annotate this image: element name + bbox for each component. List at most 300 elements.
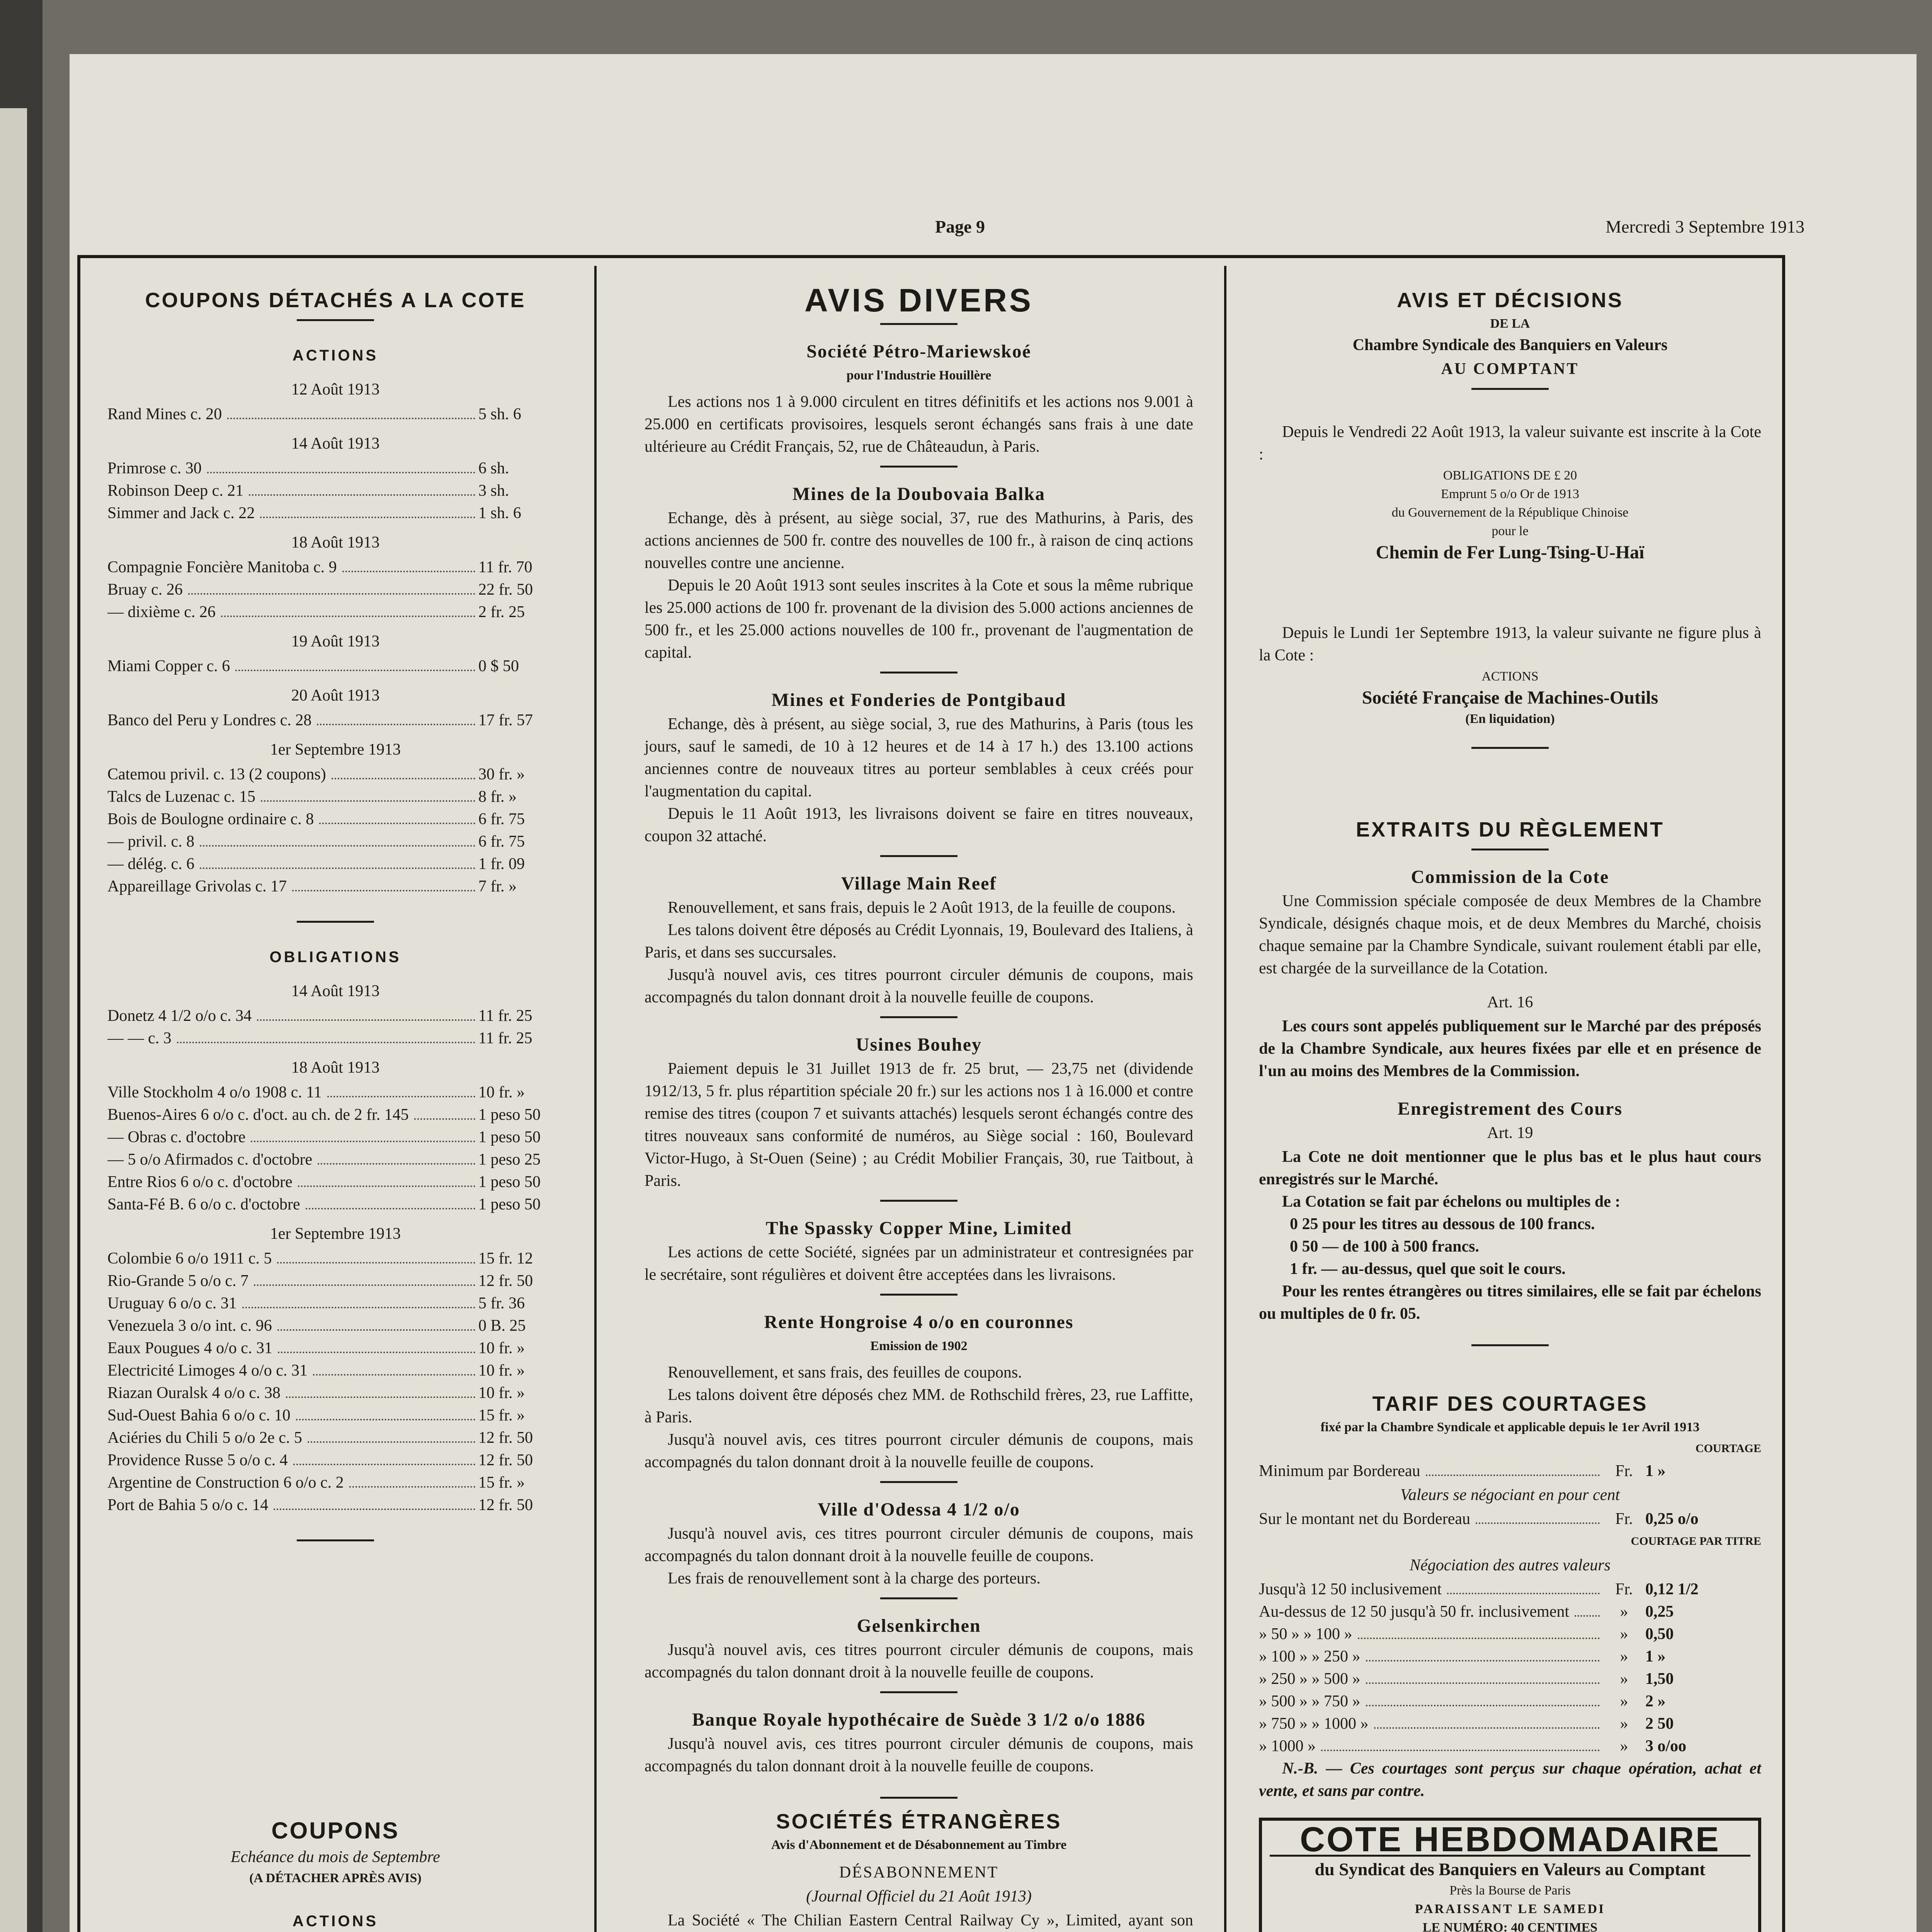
cotation-line: 0 50 — de 100 à 500 francs. [1290,1238,1479,1255]
item-value: 12 fr. 50 [478,1429,533,1447]
item-value: 1 sh. 6 [478,504,521,522]
leader-dots [177,1042,475,1043]
list-item [107,502,563,524]
item-value: 17 fr. 57 [478,711,533,729]
divider [297,319,374,321]
cotation-note: Pour les rentes étrangères ou titres similaires, elle se fait par échelons ou multiples de 0 fr. 05. [1259,1282,1761,1323]
tarif-row [1259,1735,1761,1757]
list-item [107,763,563,786]
item-value: 22 fr. 50 [478,581,533,599]
title-de-la: DE LA [1490,316,1530,331]
leader-dots [249,494,475,496]
coupons-note: (A DÉTACHER APRÈS AVIS) [249,1871,422,1885]
item-label: Rio-Grande 5 o/o c. 7 [107,1272,249,1290]
item-label: — — c. 3 [107,1029,172,1047]
enreg-title: Enregistrement des Cours [1397,1099,1623,1119]
leader-dots [1374,1727,1600,1729]
column-rule-2 [1224,266,1226,1932]
divider [1471,1344,1549,1346]
leader-dots [298,1185,475,1187]
item-label: Venezuela 3 o/o int. c. 96 [107,1317,272,1335]
notice-paragraph: Jusqu'à nouvel avis, ces titres pourront circuler démunis de coupons, mais accompagnés du talon donnant droit à la nouvelle feuille de coupons. [645,966,1193,1006]
list-item [107,601,563,623]
list-item [107,1315,563,1337]
date-heading: 1er Septembre 1913 [270,1225,401,1243]
box-sub: du Syndicat des Banquiers en Valeurs au Comptant [1315,1859,1706,1879]
inscrite-line: OBLIGATIONS DE £ 20 [1443,468,1577,483]
desab-list [645,1885,1193,1932]
inscrite-name: Chemin de Fer Lung-Tsing-U-Haï [1376,542,1645,563]
item-label: Argentine de Construction 6 o/o c. 2 [107,1474,344,1492]
divider [297,921,374,923]
inscrite-intro: Depuis le Vendredi 22 Août 1913, la valeur suivante est inscrite à la Cote : [1259,423,1761,463]
tarif-value: 2 » [1645,1692,1666,1710]
leader-dots [1447,1593,1600,1594]
tarif-label: » 100 » » 250 » [1259,1648,1361,1665]
cotation-line: 0 25 pour les titres au dessous de 100 francs. [1290,1215,1595,1233]
tarif-label: Jusqu'à 12 50 inclusivement [1259,1580,1442,1598]
coupons-subtitle: Echéance du mois de Septembre [231,1848,440,1866]
item-value: 6 fr. 75 [478,833,525,850]
item-value: 10 fr. » [478,1384,525,1402]
list-item [107,556,563,578]
divider [297,1539,374,1541]
leader-dots [1366,1682,1600,1684]
item-value: 12 fr. 50 [478,1272,533,1290]
item-value: 11 fr. 70 [478,558,532,576]
leader-dots [1366,1705,1600,1706]
date-heading: 12 Août 1913 [291,381,380,398]
item-label: — délég. c. 6 [107,855,195,873]
item-value: 6 fr. 75 [478,810,525,828]
divider [880,1597,957,1599]
avis-decisions-title: AVIS ET DÉCISIONS [1396,289,1624,312]
date-heading: 18 Août 1913 [291,1059,380,1077]
divider [1471,747,1549,749]
tarif-label: » 1000 » [1259,1737,1316,1755]
item-value: 7 fr. » [478,878,517,895]
item-label: Sud-Ouest Bahia 6 o/o c. 10 [107,1406,291,1424]
inscrite-line: Emprunt 5 o/o Or de 1913 [1441,487,1579,501]
leader-dots [235,670,475,671]
notice-title: Société Pétro-Mariewskoé [806,341,1031,362]
radiee-line: ACTIONS [1481,669,1539,684]
notice-title: Village Main Reef [841,873,997,894]
notices-list [645,340,1193,1777]
tarif-col-header-2: COURTAGE PAR TITRE [1631,1535,1761,1548]
leader-dots [306,1208,475,1209]
date-heading: 1er Septembre 1913 [270,741,401,759]
tarif-unit: » [1620,1715,1628,1733]
notice-paragraph: Jusqu'à nouvel avis, ces titres pourront circuler démunis de coupons, mais accompagnés du talon donnant droit à la nouvelle feuille de coupons. [645,1735,1193,1775]
leader-dots [308,1441,475,1443]
item-value: 2 fr. 25 [478,603,525,621]
notice-paragraph: Depuis le 20 Août 1913 sont seules inscrites à la Cote et sous la même rubrique les 25.000 actions de 100 fr. provenant de la division des 5.000 actions anciennes de 500 fr., et les 25.000 actions nouvelles de 100 fr., provenant de l'augmentation de capital. [645,577,1193,662]
extraits-title: EXTRAITS DU RÈGLEMENT [1355,818,1665,841]
divider [880,855,957,857]
notice-paragraph: Jusqu'à nouvel avis, ces titres pourront circuler démunis de coupons, mais accompagnés du talon donnant droit à la nouvelle feuille de coupons. [645,1525,1193,1565]
item-label: Electricité Limoges 4 o/o c. 31 [107,1362,308,1379]
leader-dots [1366,1660,1600,1662]
item-value: 1 peso 50 [478,1128,541,1146]
leader-dots [318,1163,475,1165]
tarif-label: Au-dessus de 12 50 jusqu'à 50 fr. inclusivement [1259,1603,1570,1621]
radiee-intro: Depuis le Lundi 1er Septembre 1913, la valeur suivante ne figure plus à la Cote : [1259,624,1761,664]
tarif-value: 0,12 1/2 [1645,1580,1699,1598]
notice-paragraph: Jusqu'à nouvel avis, ces titres pourront circuler démunis de coupons, mais accompagnés du talon donnant droit à la nouvelle feuille de coupons. [645,1641,1193,1681]
item-label: — dixième c. 26 [107,603,216,621]
item-value: 10 fr. » [478,1362,525,1379]
divider [880,672,957,673]
notice-subtitle: Emission de 1902 [870,1339,968,1353]
leader-dots [296,1419,475,1420]
list-item [107,1005,563,1027]
notice-title: Usines Bouhey [855,1034,982,1055]
leader-dots [257,1019,475,1021]
notice-paragraph: Depuis le 11 Août 1913, les livraisons doivent se faire en titres nouveaux, coupon 32 attaché. [645,805,1193,845]
list-item [107,853,563,875]
date-heading: 19 Août 1913 [291,633,380,650]
list-item [107,875,563,898]
date-heading: 20 Août 1913 [291,687,380,704]
item-value: 1 peso 25 [478,1151,541,1168]
leader-dots [327,1096,475,1097]
item-value: 11 fr. 25 [478,1007,532,1025]
tarif-min-row [1259,1460,1761,1482]
item-value: 12 fr. 50 [478,1496,533,1514]
item-value: 1 peso 50 [478,1173,541,1191]
item-value: 1 peso 50 [478,1196,541,1213]
notice-title: Mines de la Doubovaia Balka [792,484,1046,504]
divider [880,323,957,325]
divider [880,1797,957,1799]
item-label: Ville Stockholm 4 o/o 1908 c. 11 [107,1083,322,1101]
item-value: 0 $ 50 [478,657,519,675]
leader-dots [274,1509,475,1510]
list-item [107,1449,563,1471]
item-label: Port de Bahia 5 o/o c. 14 [107,1496,269,1514]
list-item [107,1104,563,1126]
leader-dots [188,593,475,595]
item-label: Robinson Deep c. 21 [107,482,244,500]
tarif-neg: Valeurs se négociant en pour cent [1400,1486,1620,1504]
item-value: 5 sh. 6 [478,405,521,423]
leader-dots [342,571,475,572]
leader-dots [242,1307,475,1308]
item-label: Appareillage Grivolas c. 17 [107,878,287,895]
notice-paragraph: Les talons doivent être déposés au Crédit Lyonnais, 19, Boulevard des Italiens, à Paris, et dans ses succursales. [645,921,1193,961]
divider [880,1481,957,1483]
inscrite-line: du Gouvernement de la République Chinoise [1391,505,1629,520]
item-value: 30 fr. » [478,765,525,783]
item-label: Buenos-Aires 6 o/o c. d'oct. au ch. de 2 fr. 145 [107,1106,409,1124]
tarif-value: 1 » [1645,1648,1666,1665]
tarif-value: 3 o/oo [1645,1737,1687,1755]
item-label: — privil. c. 8 [107,833,195,850]
notice-title: Ville d'Odessa 4 1/2 o/o [818,1499,1020,1520]
societes-subtitle: Avis d'Abonnement et de Désabonnement au Timbre [771,1838,1067,1852]
tarif-row [1259,1668,1761,1690]
tarif-col-header-1: COURTAGE [1695,1442,1761,1455]
list-item [107,1494,563,1516]
notice-paragraph: Renouvellement, et sans frais, des feuilles de coupons. [668,1364,1022,1381]
divider [880,1200,957,1202]
leader-dots [277,1262,475,1264]
tarif-title: TARIF DES COURTAGES [1372,1392,1648,1415]
date-heading: 14 Août 1913 [291,435,380,452]
notice-paragraph: Les actions de cette Société, signées par un administrateur et contresignées par le secrétaire, sont régulières et doivent être acceptées dans les livraisons. [645,1243,1193,1284]
tarif-note: N.-B. — Ces courtages sont perçus sur chaque opération, achat et vente, et sans par contre. [1259,1760,1761,1800]
chambre-title: Chambre Syndicale des Banquiers en Valeurs [1352,336,1668,354]
tarif-net-unit: Fr. [1615,1510,1633,1528]
radiee-name: Société Française de Machines-Outils [1362,687,1658,708]
list-item [107,457,563,480]
leader-dots [1321,1750,1600,1751]
list-item [107,1404,563,1427]
item-value: 15 fr. » [478,1474,525,1492]
avis-divers-title: AVIS DIVERS [804,282,1033,318]
tarif-unit: » [1620,1737,1628,1755]
notice-subtitle: pour l'Industrie Houillère [846,368,992,383]
leader-dots [207,472,475,473]
column-avis-decisions [1259,285,1761,1932]
tarif-unit: » [1620,1603,1628,1621]
inscrite-line: pour le [1492,524,1529,538]
date-heading: 18 Août 1913 [291,534,380,551]
list-item [107,1270,563,1292]
item-value: 6 sh. [478,459,509,477]
item-label: — 5 o/o Afirmados c. d'octobre [107,1151,313,1168]
list-item [107,578,563,601]
list-item [107,655,563,677]
list-item [107,786,563,808]
tarif-label: » 50 » » 100 » [1259,1625,1352,1643]
item-label: Santa-Fé B. 6 o/o c. d'octobre [107,1196,300,1213]
tarif-rows [1259,1578,1761,1757]
item-value: 8 fr. » [478,788,517,806]
notice-paragraph: Les actions nos 1 à 9.000 circulent en titres définitifs et les actions nos 9.001 à 25.000 en certificats provisoires, lesquels seront échangés sans frais à une date ultérieure au Crédit Français, 52, rue de Châteaudun, à Paris. [645,393,1193,456]
item-label: Riazan Ouralsk 4 o/o c. 38 [107,1384,281,1402]
commission-title: Commission de la Cote [1411,867,1609,887]
item-label: Colombie 6 o/o 1911 c. 5 [107,1250,272,1267]
list-item [107,1427,563,1449]
tarif-row [1259,1690,1761,1713]
tarif-neg2: Négociation des autres valeurs [1410,1556,1611,1574]
divider [1471,849,1549,850]
leader-dots [260,517,475,518]
leader-dots [251,1141,475,1142]
leader-dots [227,418,475,419]
page-number: Page 9 [935,217,985,236]
list-item [107,808,563,830]
desab-source: (Journal Officiel du 21 Août 1913) [806,1888,1032,1905]
notice-paragraph: Les talons doivent être déposés chez MM. de Rothschild frères, 23, rue Laffitte, à Paris. [645,1386,1193,1426]
notice-title: Rente Hongroise 4 o/o en couronnes [764,1312,1074,1332]
inscrite-lines [1259,467,1761,540]
list-item [107,1359,563,1382]
tarif-net-value: 0,25 o/o [1645,1510,1699,1528]
item-label: Uruguay 6 o/o c. 31 [107,1294,237,1312]
tarif-row [1259,1645,1761,1668]
tarif-unit: Fr. [1615,1580,1633,1598]
tarif-row [1259,1713,1761,1735]
item-value: 3 sh. [478,482,509,500]
cote-hebdomadaire-box [1259,1818,1761,1932]
leader-dots [200,845,475,847]
divider [1471,388,1549,390]
obligations-heading: OBLIGATIONS [269,949,401,966]
tarif-unit: » [1620,1625,1628,1643]
list-item [107,1171,563,1193]
list-item [107,1292,563,1315]
tarif-label: » 250 » » 500 » [1259,1670,1361,1688]
art19-text: La Cote ne doit mentionner que le plus bas et le plus haut cours enregistrés sur le Marché. [1259,1148,1761,1188]
item-label: Primrose c. 30 [107,459,202,477]
box-title: COTE HEBDOMADAIRE [1270,1828,1750,1857]
item-value: 11 fr. 25 [478,1029,532,1047]
item-value: 10 fr. » [478,1083,525,1101]
tarif-value: 2 50 [1645,1715,1674,1733]
obligations-list [107,980,563,1516]
page-header [89,216,1804,247]
comptant-title: AU COMPTANT [1441,360,1579,378]
list-item [107,1148,563,1171]
art19-label: Art. 19 [1487,1124,1533,1142]
list-item [107,709,563,731]
tarif-row [1259,1623,1761,1645]
art16-text: Les cours sont appelés publiquement sur le Marché par des préposés de la Chambre Syndicale, aux heures fixées par elle et en présence de l'un au moins des Membres de la Commission. [1259,1017,1761,1080]
item-label: Catemou privil. c. 13 (2 coupons) [107,765,326,783]
issue-date: Mercredi 3 Septembre 1913 [1605,217,1804,236]
divider [880,466,957,468]
item-label: Compagnie Foncière Manitoba c. 9 [107,558,337,576]
leader-dots [293,1464,475,1465]
tarif-unit: » [1620,1648,1628,1665]
item-label: Talcs de Luzenac c. 15 [107,788,256,806]
actions-heading: ACTIONS [293,347,378,364]
leader-dots [221,616,475,617]
list-item [107,1247,563,1270]
list-item [107,1337,563,1359]
radiee-lines [1259,668,1761,685]
leader-dots [319,823,475,824]
leader-dots [332,778,475,779]
tarif-label: » 750 » » 1000 » [1259,1715,1369,1733]
notice-paragraph: Paiement depuis le 31 Juillet 1913 de fr. 25 brut, — 23,75 net (dividende 1912/13, 5 fr. plus répartition spéciale 20 fr.) sur les actions nos 1 à 16.000 et contre remise des titres (coupon 7 et suivants attachés) lesquels seront échangés contre des titres nouveaux sans conformité de numéros, au Siège social : 160, Boulevard Victor-Hugo, à St-Ouen (Seine) ; au Crédit Mobilier Français, 30, rue Taitbout, à Paris. [645,1060,1193,1190]
tarif-row [1259,1600,1761,1623]
notice-paragraph: Les frais de renouvellement sont à la charge des porteurs. [668,1570,1041,1587]
leader-dots [349,1486,475,1488]
item-value: 1 fr. 09 [478,855,525,873]
date-heading: 14 Août 1913 [291,982,380,1000]
tarif-row [1259,1578,1761,1600]
notice-paragraph: Jusqu'à nouvel avis, ces titres pourront circuler démunis de coupons, mais accompagnés du talon donnant droit à la nouvelle feuille de coupons. [645,1431,1193,1471]
notice-title: Mines et Fonderies de Pontgibaud [771,690,1066,710]
item-label: Entre Rios 6 o/o c. d'octobre [107,1173,293,1191]
item-value: 1 peso 50 [478,1106,541,1124]
leader-dots [1358,1638,1600,1639]
radiee-note: (En liquidation) [1465,712,1555,726]
notice-title: The Spassky Copper Mine, Limited [765,1218,1072,1238]
leader-dots [317,724,475,725]
tarif-min-label: Minimum par Bordereau [1259,1462,1420,1480]
tarif-min-value: 1 » [1645,1462,1666,1480]
item-value: 15 fr. 12 [478,1250,533,1267]
leader-dots [277,1329,475,1331]
item-label: Bruay c. 26 [107,581,183,599]
notice-paragraph: Echange, dès à présent, au siège social, 3, rue des Mathurins, à Paris (tous les jours, sauf le samedi, de 10 à 12 heures et de 14 à 17 h.) des 13.100 actions anciennes contre de nouveaux titres au porteur semblables à ceux créés pour l'augmentation du capital. [645,715,1193,800]
column-avis-divers [645,282,1193,1932]
desab-text: La Société « The Chilian Eastern Central Railway Cy », Limited, ayant son [668,1912,1193,1929]
leader-dots [1575,1615,1600,1617]
tarif-unit: » [1620,1692,1628,1710]
list-item [107,1126,563,1148]
column-coupons [107,285,563,1932]
leader-dots [292,890,475,891]
item-label: Banco del Peru y Londres c. 28 [107,711,312,729]
divider [880,1294,957,1296]
commission-text: Une Commission spéciale composée de deux Membres de la Chambre Syndicale, désignés chaque mois, et de deux Membres du Marché, choisis chaque semaine par la Chambre Syndicale, suivant roulement établi par elle, est chargée de la surveillance de la Cotation. [1259,892,1761,977]
item-label: — Obras c. d'octobre [107,1128,246,1146]
item-label: Providence Russe 5 o/o c. 4 [107,1451,288,1469]
item-label: Aciéries du Chili 5 o/o 2e c. 5 [107,1429,302,1447]
tarif-value: 0,25 [1645,1603,1674,1621]
list-item [107,1193,563,1216]
leader-dots [278,1352,475,1353]
item-label: Bois de Boulogne ordinaire c. 8 [107,810,314,828]
tarif-min-unit: Fr. [1615,1462,1633,1480]
column-rule-1 [594,266,597,1932]
box-parait: PARAISSANT LE SAMEDI [1415,1902,1605,1916]
leader-dots [286,1396,475,1398]
tarif-net-label: Sur le montant net du Bordereau [1259,1510,1471,1528]
leader-dots [200,867,475,869]
tarif-subtitle: fixé par la Chambre Syndicale et applicable depuis le 1er Avril 1913 [1320,1420,1700,1434]
notice-title: Gelsenkirchen [857,1616,981,1636]
divider [880,1016,957,1018]
item-label: Eaux Pougues 4 o/o c. 31 [107,1339,272,1357]
societes-title: SOCIÉTÉS ÉTRANGÈRES [776,1810,1062,1833]
box-numero: LE NUMÉRO: 40 CENTIMES [1422,1920,1598,1932]
item-value: 12 fr. 50 [478,1451,533,1469]
item-label: Donetz 4 1/2 o/o c. 34 [107,1007,252,1025]
divider [880,1691,957,1693]
desab-title: DÉSABONNEMENT [839,1864,999,1881]
cotation-intro: La Cotation se fait par échelons ou multiples de : [1282,1193,1621,1211]
leader-dots [414,1118,475,1120]
actions-list [107,378,563,898]
box-pres: Près la Bourse de Paris [1449,1883,1571,1898]
cotation-line: 1 fr. — au-dessus, quel que soit le cours. [1290,1260,1566,1278]
item-label: Miami Copper c. 6 [107,657,230,675]
notice-paragraph: Renouvellement, et sans frais, depuis le 2 Août 1913, de la feuille de coupons. [668,899,1176,917]
coupons-actions-heading: ACTIONS [293,1913,378,1930]
item-value: 5 fr. 36 [478,1294,525,1312]
item-value: 0 B. 25 [478,1317,526,1335]
notice-title: Banque Royale hypothécaire de Suède 3 1/2 o/o 1886 [692,1709,1146,1730]
coupons-title: COUPONS [271,1818,400,1844]
item-label: Simmer and Jack c. 22 [107,504,255,522]
previous-page-edge [0,108,27,1932]
tarif-value: 0,50 [1645,1625,1674,1643]
leader-dots [313,1374,475,1376]
notice-paragraph: Echange, dès à présent, au siège social, 37, rue des Mathurins, à Paris, des actions anciennes de 500 fr. contre des nouvelles de 100 fr., à raison de cinq actions nouvelles contre une ancienne. [645,509,1193,572]
tarif-table [1259,1437,1761,1757]
tarif-unit: » [1620,1670,1628,1688]
list-item [107,1382,563,1404]
list-item [107,830,563,853]
leader-dots [254,1284,475,1286]
